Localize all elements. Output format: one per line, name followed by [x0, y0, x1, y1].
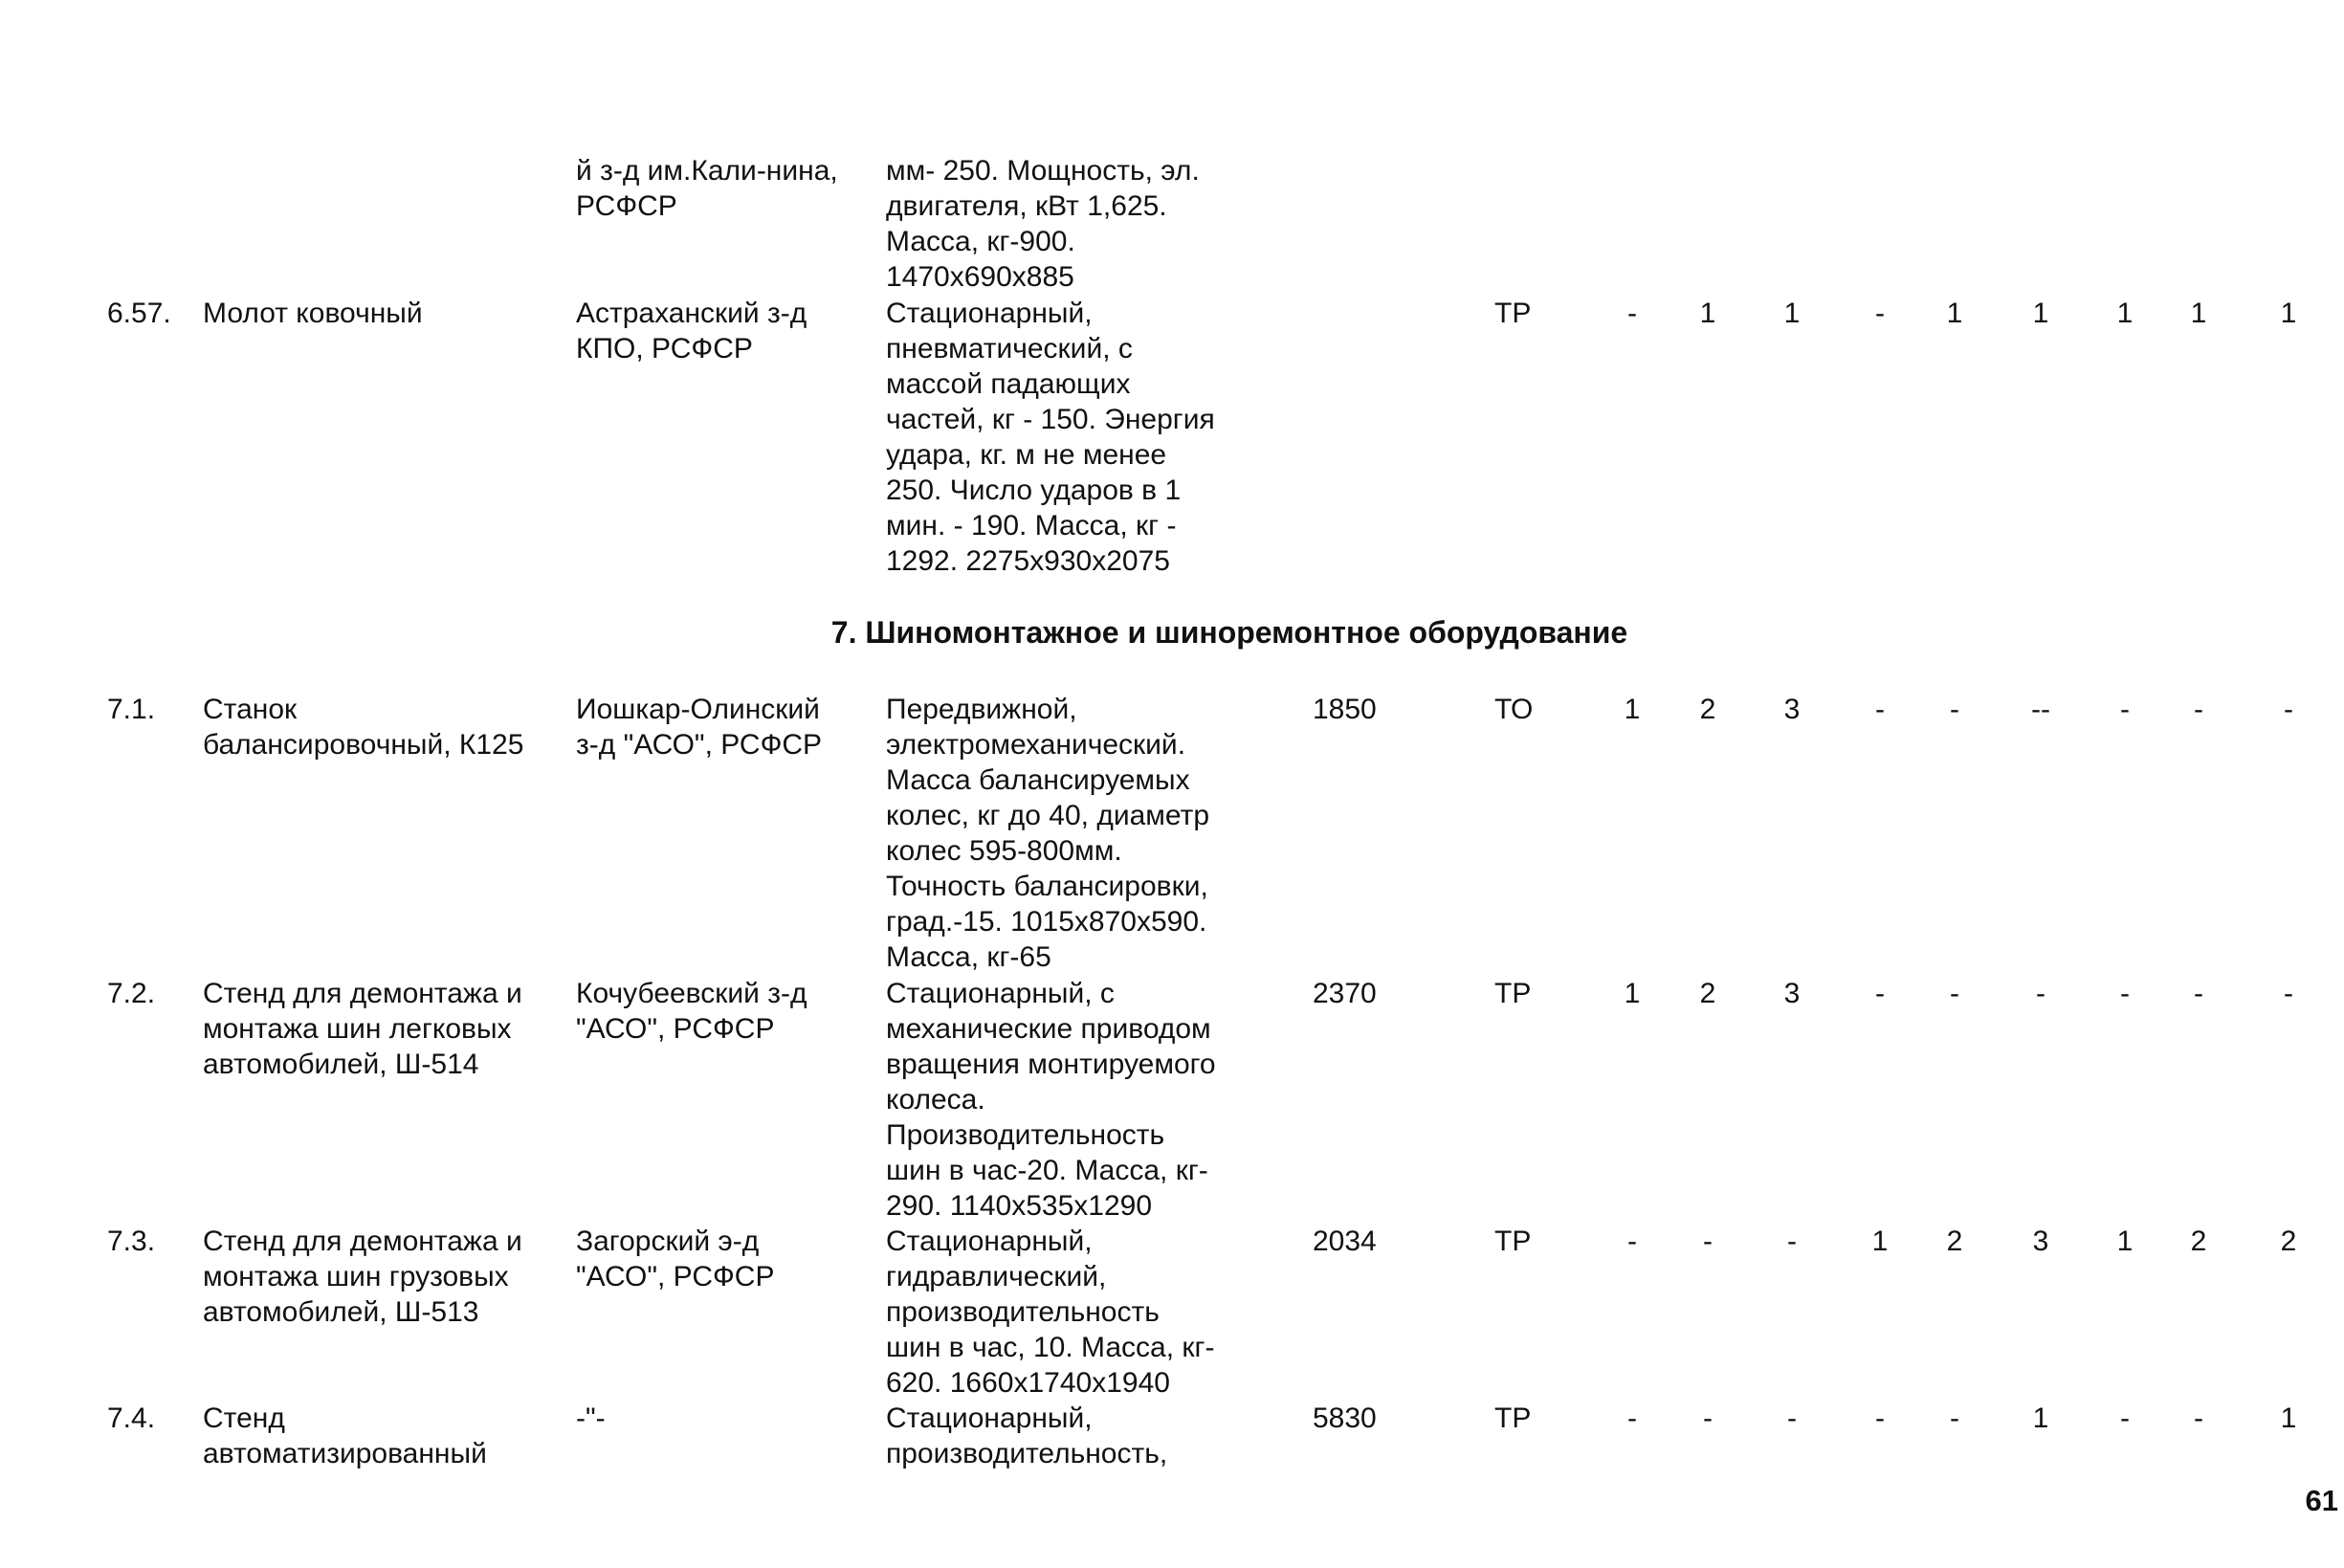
quantity-cell: -: [1950, 978, 1959, 1009]
section-title: 7. Шиномонтажное и шиноремонтное оборудование: [830, 615, 1628, 650]
quantity-cell: 1: [1624, 978, 1641, 1009]
item-name: Стенд для демонтажа и монтажа шин легковых автомобилей, Ш-514: [203, 978, 522, 1080]
quantity-cell: -: [2120, 694, 2130, 725]
service-type-cell: ТР: [1494, 1226, 1532, 1257]
item-name: Стенд автоматизированный: [203, 1402, 487, 1469]
spec-cell: Стационарный, с механические приводом вращения монтируемого колеса. Производительность шин в час-20. Масса, кг- 290. 1140х535х1290: [886, 978, 1216, 1222]
maker-cell: й з-д им.Кали-нина, РСФСР: [576, 155, 838, 222]
maker-cell: Загорский э-д "АСО", РСФСР: [576, 1226, 775, 1292]
item-number: 7.3.: [107, 1226, 156, 1257]
quantity-cell: 1: [1699, 298, 1716, 329]
price-cell: 1850: [1313, 694, 1377, 725]
quantity-cell: -: [2194, 978, 2203, 1009]
maker-cell: Кочубеевский з-д "АСО", РСФСР: [576, 978, 807, 1045]
item-name: Станок балансировочный, К125: [203, 694, 524, 761]
quantity-cell: 1: [1624, 694, 1641, 725]
quantity-cell: 1: [2032, 298, 2049, 329]
spec-cell: мм- 250. Мощность, эл. двигателя, кВт 1,625. Масса, кг-900. 1470х690х885: [886, 155, 1200, 293]
quantity-cell: -: [1703, 1402, 1713, 1434]
quantity-cell: 1: [2190, 298, 2207, 329]
item-name: Молот ковочный: [203, 298, 423, 329]
quantity-cell: -: [1627, 1226, 1637, 1257]
quantity-cell: 1: [1783, 298, 1801, 329]
item-number: 7.4.: [107, 1402, 156, 1434]
quantity-cell: -: [2194, 1402, 2203, 1434]
quantity-cell: -: [1627, 298, 1637, 329]
spec-cell: Стационарный, производительность,: [886, 1402, 1168, 1469]
quantity-cell: -: [2284, 694, 2293, 725]
quantity-cell: 3: [1783, 694, 1801, 725]
quantity-cell: 3: [1783, 978, 1801, 1009]
quantity-cell: -: [1703, 1226, 1713, 1257]
item-number: 6.57.: [107, 298, 171, 329]
item-number: 7.2.: [107, 978, 156, 1009]
quantity-cell: 2: [2190, 1226, 2207, 1257]
quantity-cell: 1: [2116, 1226, 2134, 1257]
quantity-cell: -: [1875, 1402, 1885, 1434]
spec-cell: Стационарный, пневматический, с массой падающих частей, кг - 150. Энергия удара, кг. м не менее 250. Число ударов в 1 мин. - 190. Масса, кг - 1292. 2275х930х2075: [886, 298, 1215, 577]
maker-cell: -"-: [576, 1402, 606, 1434]
quantity-cell: -: [2120, 1402, 2130, 1434]
quantity-cell: -: [2120, 978, 2130, 1009]
quantity-cell: 1: [2032, 1402, 2049, 1434]
quantity-cell: -: [1787, 1226, 1797, 1257]
spec-cell: Передвижной, электромеханический. Масса балансируемых колес, кг до 40, диаметр колес 595-800мм. Точность балансировки, град.-15. 1015х870х590. Масса, кг-65: [886, 694, 1209, 973]
quantity-cell: 1: [1946, 298, 1963, 329]
quantity-cell: 2: [1946, 1226, 1963, 1257]
price-cell: 5830: [1313, 1402, 1377, 1434]
service-type-cell: ТР: [1494, 298, 1532, 329]
quantity-cell: 2: [2280, 1226, 2297, 1257]
quantity-cell: 1: [2280, 298, 2297, 329]
page-number: 61: [2305, 1484, 2338, 1517]
service-type-cell: ТО: [1494, 694, 1534, 725]
quantity-cell: -: [1787, 1402, 1797, 1434]
quantity-cell: -: [2036, 978, 2045, 1009]
price-cell: 2034: [1313, 1226, 1377, 1257]
quantity-cell: 1: [1871, 1226, 1889, 1257]
quantity-cell: -: [1950, 1402, 1959, 1434]
quantity-cell: -: [1627, 1402, 1637, 1434]
quantity-cell: -: [1875, 978, 1885, 1009]
maker-cell: Иошкар-Олинский з-д "АСО", РСФСР: [576, 694, 823, 761]
quantity-cell: 3: [2032, 1226, 2049, 1257]
price-cell: 2370: [1313, 978, 1377, 1009]
quantity-cell: 1: [2116, 298, 2134, 329]
service-type-cell: ТР: [1494, 978, 1532, 1009]
quantity-cell: -: [2194, 694, 2203, 725]
quantity-cell: 1: [2280, 1402, 2297, 1434]
quantity-cell: -: [1950, 694, 1959, 725]
item-name: Стенд для демонтажа и монтажа шин грузовых автомобилей, Ш-513: [203, 1226, 522, 1328]
service-type-cell: ТР: [1494, 1402, 1532, 1434]
quantity-cell: --: [2031, 694, 2050, 725]
quantity-cell: -: [1875, 298, 1885, 329]
item-number: 7.1.: [107, 694, 156, 725]
quantity-cell: 2: [1699, 978, 1716, 1009]
quantity-cell: 2: [1699, 694, 1716, 725]
spec-cell: Стационарный, гидравлический, производительность шин в час, 10. Масса, кг- 620. 1660х1740х1940: [886, 1226, 1215, 1399]
quantity-cell: -: [1875, 694, 1885, 725]
quantity-cell: -: [2284, 978, 2293, 1009]
maker-cell: Астраханский з-д КПО, РСФСР: [576, 298, 807, 364]
